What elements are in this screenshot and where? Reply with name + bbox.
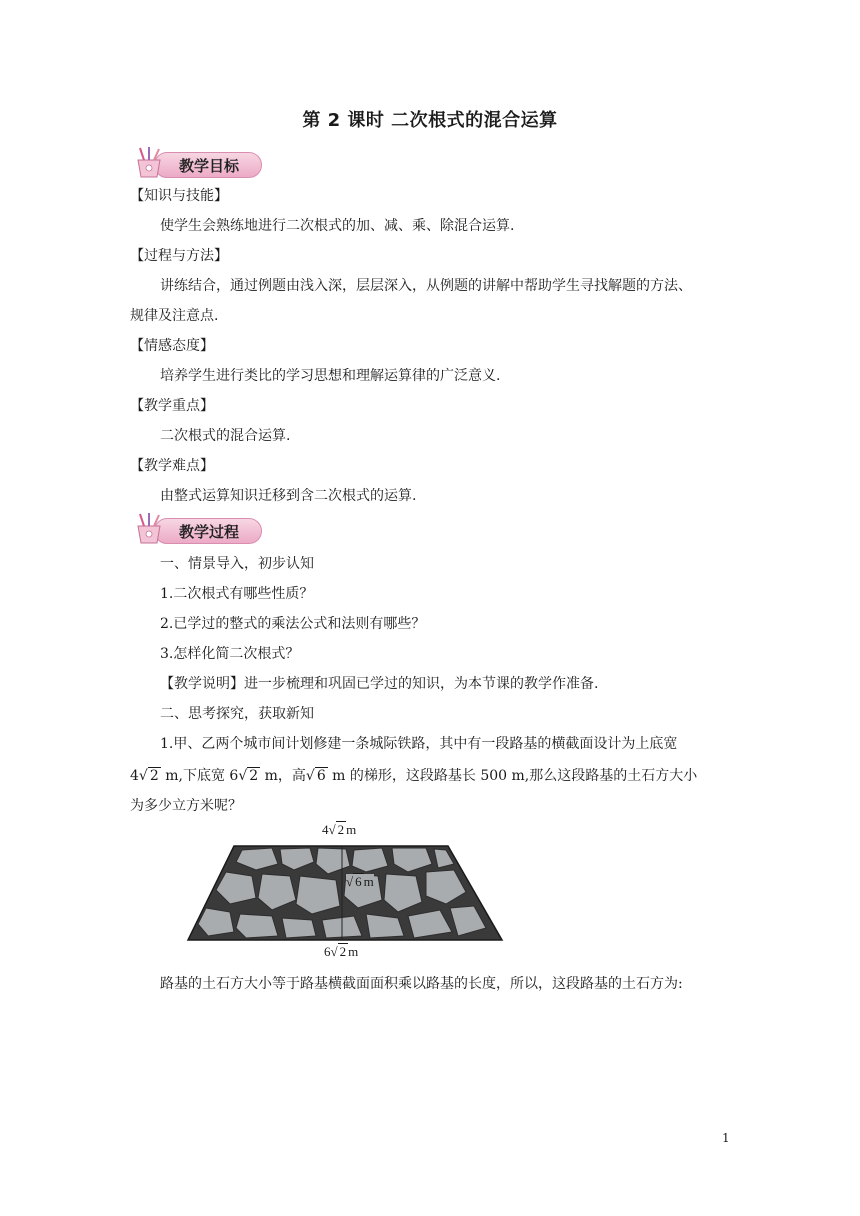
page-title: 第 2 课时 二次根式的混合运算 xyxy=(302,110,558,131)
goal-text: 讲练结合，通过例题由浅入深，层层深入，从例题的讲解中帮助学生寻找解题的方法、 xyxy=(160,278,692,294)
badge-label: 教学过程 xyxy=(179,523,240,541)
bottom-base-label: 6√ 2 m xyxy=(324,944,359,959)
top-base-label: 4√ 2 m xyxy=(322,822,357,837)
goal-text: 使学生会熟练地进行二次根式的加、减、乘、除混合运算. xyxy=(160,218,515,234)
page-number: 1 xyxy=(722,1131,730,1145)
goal-heading: 【教学难点】 xyxy=(130,458,214,474)
goal-text: 由整式运算知识迁移到含二次根式的运算. xyxy=(160,488,417,504)
section-badge-process xyxy=(128,508,264,546)
problem-text: 1.甲、乙两个城市间计划修建一条城际铁路，其中有一段路基的横截面设计为上底宽 xyxy=(160,736,678,752)
problem-text-with-radicals: 4√ 2 m,下底宽 6√ 2 m，高√ 6 m 的梯形，这段路基长 500 m,那么这段路基的土石方大小 xyxy=(130,768,698,784)
section-heading: 二、思考探究，获取新知 xyxy=(160,706,314,722)
problem-text: 为多少立方米呢？ xyxy=(130,798,242,814)
section-heading: 一、情景导入，初步认知 xyxy=(160,556,314,572)
goal-heading: 【知识与技能】 xyxy=(130,188,228,204)
section-badge-goals xyxy=(128,142,264,180)
goal-text: 二次根式的混合运算. xyxy=(160,428,291,444)
height-label: √ 6 m xyxy=(346,874,374,889)
sqrt-expression: √ 2 xyxy=(238,768,259,784)
goal-heading: 【过程与方法】 xyxy=(130,248,228,264)
question-item: 1.二次根式有哪些性质？ xyxy=(160,586,314,602)
pencil-cup-icon xyxy=(132,512,166,544)
sqrt-expression: √ 2 xyxy=(138,768,159,784)
goal-heading: 【教学重点】 xyxy=(130,398,214,414)
pencil-cup-icon xyxy=(132,146,166,178)
teaching-note: 【教学说明】进一步梳理和巩固已学过的知识，为本节课的教学作准备. xyxy=(160,676,599,692)
badge-label: 教学目标 xyxy=(179,157,240,175)
goal-text: 培养学生进行类比的学习思想和理解运算律的广泛意义. xyxy=(160,368,501,384)
sqrt-expression: √ 6 xyxy=(305,768,326,784)
question-item: 3.怎样化简二次根式？ xyxy=(160,646,300,662)
goal-heading: 【情感态度】 xyxy=(130,338,214,354)
goal-text: 规律及注意点. xyxy=(130,308,219,324)
solution-text: 路基的土石方大小等于路基横截面面积乘以路基的长度，所以，这段路基的土石方为: xyxy=(160,976,683,992)
trapezoid-cross-section-figure xyxy=(186,824,506,964)
question-item: 2.已学过的整式的乘法公式和法则有哪些？ xyxy=(160,616,426,632)
